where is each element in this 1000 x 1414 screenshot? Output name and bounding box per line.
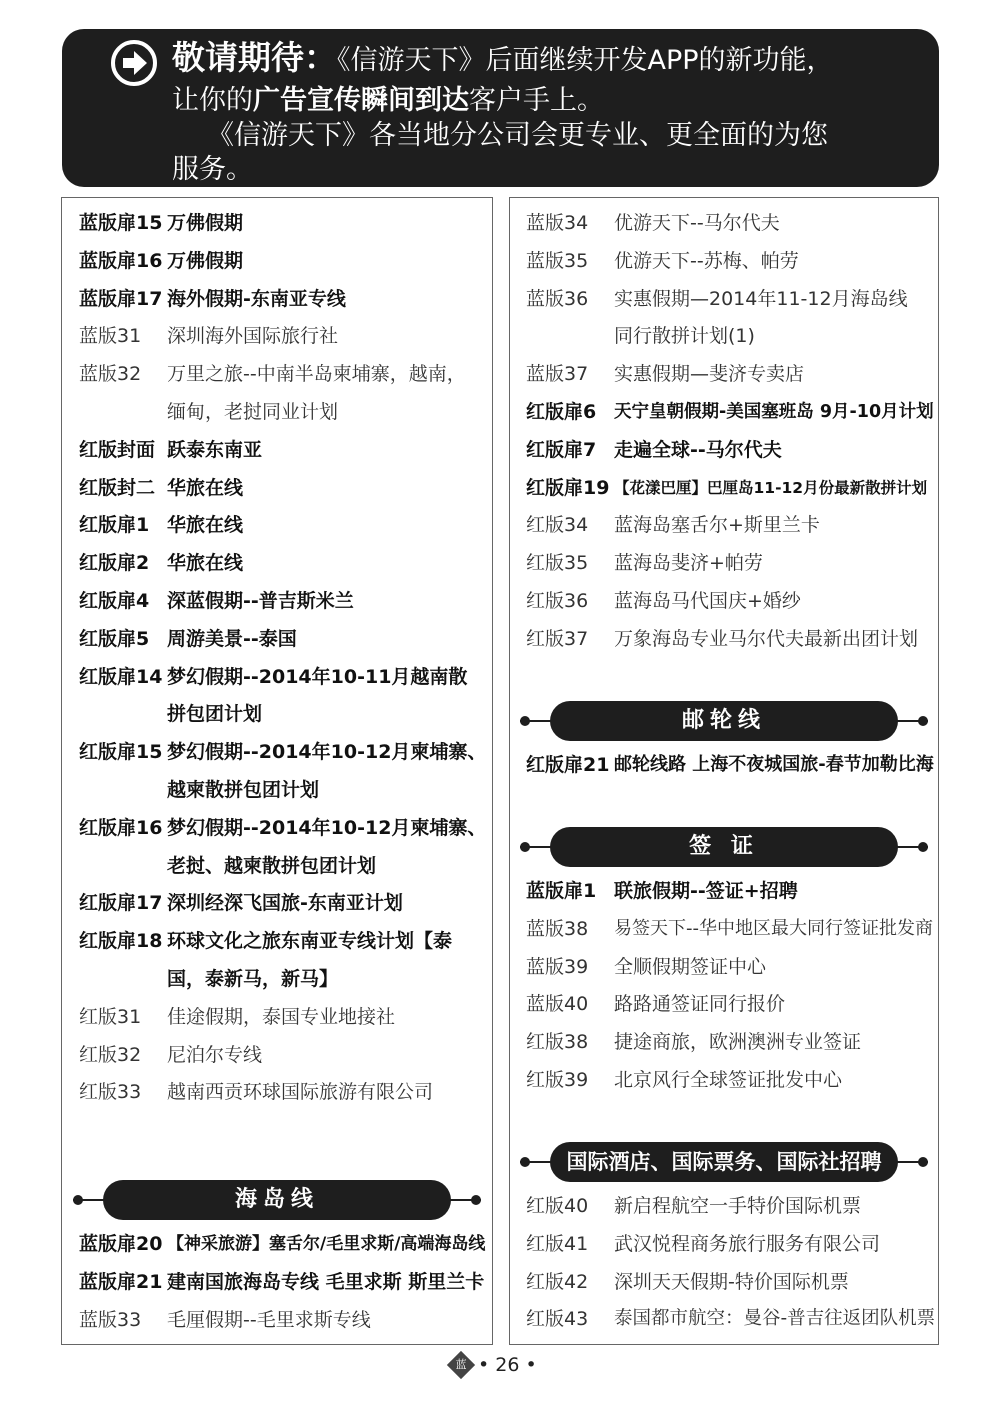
- entry-title-continued: 国，泰新马，新马】: [167, 967, 339, 990]
- entry-code: 红版38: [526, 1031, 589, 1054]
- entry-code: 红版31: [79, 1005, 142, 1028]
- header-dot: [471, 1195, 481, 1205]
- entry-title: 路路通签证同行报价: [614, 993, 786, 1016]
- announcement-banner: [62, 29, 939, 187]
- banner-line-2-a: 让你的: [172, 85, 253, 116]
- entry-title: 梦幻假期--2014年10-12月柬埔寨、: [167, 816, 487, 839]
- entry-code: 蓝版扉17: [79, 287, 163, 310]
- entry-code: 蓝版33: [79, 1308, 142, 1331]
- entry-title: 跃泰东南亚: [167, 438, 263, 461]
- entry-title: 深圳海外国际旅行社: [167, 325, 339, 348]
- visa-section-header: [520, 827, 928, 867]
- entry-title: 万象海岛专业马尔代夫最新出团计划: [614, 627, 919, 650]
- entry-title: 【神采旅游】塞舌尔/毛里求斯/高端海岛线: [167, 1234, 486, 1254]
- entry-code: 蓝版扉21: [79, 1270, 163, 1293]
- entry-title: 周游美景--泰国: [167, 627, 297, 650]
- banner-line-1: [172, 40, 834, 79]
- entry-code: 蓝版32: [79, 363, 142, 386]
- visa-section-title: 签 证: [550, 827, 898, 867]
- banner-line-2-b: 客户手上。: [469, 85, 604, 116]
- entry-code: 蓝版38: [526, 917, 589, 940]
- header-dot: [918, 716, 928, 726]
- island-section-title: 海岛线: [103, 1180, 451, 1220]
- entry-code: 蓝版扉16: [79, 249, 163, 272]
- entry-code: 红版42: [526, 1270, 589, 1293]
- header-dot: [520, 842, 530, 852]
- entry-code: 红版扉18: [79, 930, 163, 953]
- header-dot: [520, 1157, 530, 1167]
- header-dot: [918, 842, 928, 852]
- entry-code: 蓝版扉1: [526, 880, 597, 902]
- entry-code: 红版扉21: [526, 754, 610, 776]
- entry-code: 蓝版40: [526, 993, 589, 1016]
- banner-title: 敬请期待：: [172, 38, 337, 77]
- entry-title-continued: 拼包团计划: [167, 703, 263, 726]
- island-section-header: [73, 1180, 481, 1220]
- cruise-section-title: 邮轮线: [550, 701, 898, 741]
- entry-title: 【花漾巴厘】巴厘岛11-12月份最新散拼计划: [614, 478, 928, 497]
- entry-code: 红版扉6: [526, 401, 597, 423]
- banner-line-2: [172, 83, 604, 119]
- entry-code: 蓝版31: [79, 325, 142, 348]
- entry-code: 红版34: [526, 514, 589, 537]
- banner-line-1-text: 《信游天下》后面继续开发APP的新功能，: [337, 45, 834, 76]
- entry-code: 红版扉2: [79, 552, 150, 575]
- entry-title: 越南西贡环球国际旅游有限公司: [167, 1081, 434, 1104]
- entry-code: 红版封二: [79, 476, 156, 499]
- entry-title: 易签天下--华中地区最大同行签证批发商: [614, 917, 933, 939]
- entry-title: 尼泊尔专线: [167, 1043, 263, 1066]
- cruise-section-header: [520, 701, 928, 741]
- entry-title: 华旅在线: [167, 552, 244, 575]
- entry-title: 全顺假期签证中心: [614, 955, 767, 978]
- entry-title-continued: 越柬散拼包团计划: [167, 778, 320, 801]
- entry-title: 华旅在线: [167, 476, 244, 499]
- entry-title: 万里之旅--中南半岛柬埔寨，越南，: [167, 363, 466, 386]
- entry-title: 深圳经深飞国旅-东南亚计划: [167, 892, 403, 915]
- entry-code: 红版扉7: [526, 438, 597, 461]
- entry-code: 红版40: [526, 1195, 589, 1217]
- entry-code: 红版扉15: [79, 741, 163, 764]
- entry-title: 毛厘假期--毛里求斯专线: [167, 1308, 371, 1331]
- entry-title: 实惠假期—2014年11-12月海岛线: [614, 287, 908, 310]
- entry-title: 新启程航空一手特价国际机票: [614, 1195, 862, 1217]
- entry-code: 红版32: [79, 1043, 142, 1066]
- entry-code: 蓝版扉15: [79, 212, 163, 234]
- entry-code: 红版扉5: [79, 627, 150, 650]
- entry-title: 武汉悦程商务旅行服务有限公司: [614, 1232, 881, 1255]
- entry-title: 梦幻假期--2014年10-11月越南散: [167, 665, 468, 688]
- entry-title: 海外假期-东南亚专线: [167, 287, 346, 310]
- entry-code: 红版扉4: [79, 590, 150, 612]
- entry-title: 优游天下--马尔代夫: [614, 212, 780, 234]
- entry-title-continued: 缅甸，老挝同业计划: [167, 400, 339, 423]
- page-footer: [0, 1352, 1000, 1382]
- banner-line-4: 服务。: [172, 154, 253, 185]
- entry-title-continued: 同行散拼计划(1): [614, 325, 755, 348]
- entry-code: 蓝版37: [526, 363, 589, 386]
- entry-title: 深圳天天假期-特价国际机票: [614, 1270, 849, 1293]
- entry-title: 实惠假期—斐济专卖店: [614, 363, 805, 386]
- entry-code: 红版封面: [79, 438, 156, 461]
- page-number: • 26 •: [478, 1354, 537, 1376]
- entry-title: 深蓝假期--普吉斯米兰: [167, 590, 354, 612]
- entry-title: 蓝海岛马代国庆+婚纱: [614, 590, 801, 612]
- entry-code: 蓝版34: [526, 212, 589, 234]
- header-dot: [520, 716, 530, 726]
- entry-code: 红版扉16: [79, 816, 163, 839]
- header-dot: [73, 1195, 83, 1205]
- entry-title: 蓝海岛塞舌尔+斯里兰卡: [614, 514, 820, 537]
- entry-code: 红版43: [526, 1308, 589, 1331]
- banner-line-3: 《信游天下》各当地分公司会更专业、更全面的为您: [207, 120, 828, 151]
- hotel-section-title: 国际酒店、国际票务、国际社招聘: [550, 1142, 898, 1182]
- entry-code: 红版39: [526, 1069, 589, 1091]
- entry-title: 建南国旅海岛专线 毛里求斯 斯里兰卡: [167, 1270, 485, 1293]
- entry-code: 红版33: [79, 1081, 142, 1104]
- entry-code: 蓝版扉20: [79, 1233, 163, 1255]
- entry-code: 蓝版35: [526, 249, 589, 272]
- entry-title: 环球文化之旅东南亚专线计划【泰: [167, 930, 453, 953]
- circle-arrow-right-icon: [110, 39, 158, 87]
- entry-title: 万佛假期: [167, 249, 244, 272]
- entry-code: 红版35: [526, 552, 589, 575]
- entry-title: 捷途商旅，欧洲澳洲专业签证: [614, 1031, 862, 1054]
- entry-code: 红版扉17: [79, 892, 163, 915]
- entry-title: 华旅在线: [167, 514, 244, 537]
- edition-badge-label: 蓝: [455, 1358, 467, 1371]
- header-dot: [918, 1157, 928, 1167]
- entry-title: 蓝海岛斐济+帕劳: [614, 552, 763, 575]
- entry-code: 红版36: [526, 590, 589, 612]
- entry-title: 佳途假期，泰国专业地接社: [167, 1005, 396, 1028]
- hotel-section-header: [520, 1142, 928, 1182]
- entry-code: 蓝版36: [526, 287, 589, 310]
- entry-title: 走遍全球--马尔代夫: [614, 438, 782, 461]
- entry-title: 万佛假期: [167, 212, 244, 234]
- entry-title: 天宁皇朝假期-美国塞班岛 9月-10月计划: [614, 402, 934, 422]
- entry-title: 邮轮线路 上海不夜城国旅-春节加勒比海: [614, 754, 934, 775]
- entry-code: 蓝版39: [526, 955, 589, 978]
- entry-code: 红版41: [526, 1232, 589, 1255]
- entry-title-continued: 老挝、越柬散拼包团计划: [167, 854, 377, 877]
- entry-code: 红版37: [526, 627, 589, 650]
- entry-code: 红版扉19: [526, 476, 610, 499]
- banner-line-2-strong: 广告宣传瞬间到达: [253, 85, 469, 116]
- entry-code: 红版扉1: [79, 514, 150, 537]
- entry-title: 优游天下--苏梅、帕劳: [614, 249, 799, 272]
- entry-code: 红版扉14: [79, 665, 163, 688]
- entry-title: 泰国都市航空：曼谷-普吉往返团队机票: [614, 1308, 936, 1330]
- entry-title: 北京风行全球签证批发中心: [614, 1069, 843, 1091]
- entry-title: 联旅假期--签证+招聘: [614, 880, 798, 902]
- entry-title: 梦幻假期--2014年10-12月柬埔寨、: [167, 741, 487, 764]
